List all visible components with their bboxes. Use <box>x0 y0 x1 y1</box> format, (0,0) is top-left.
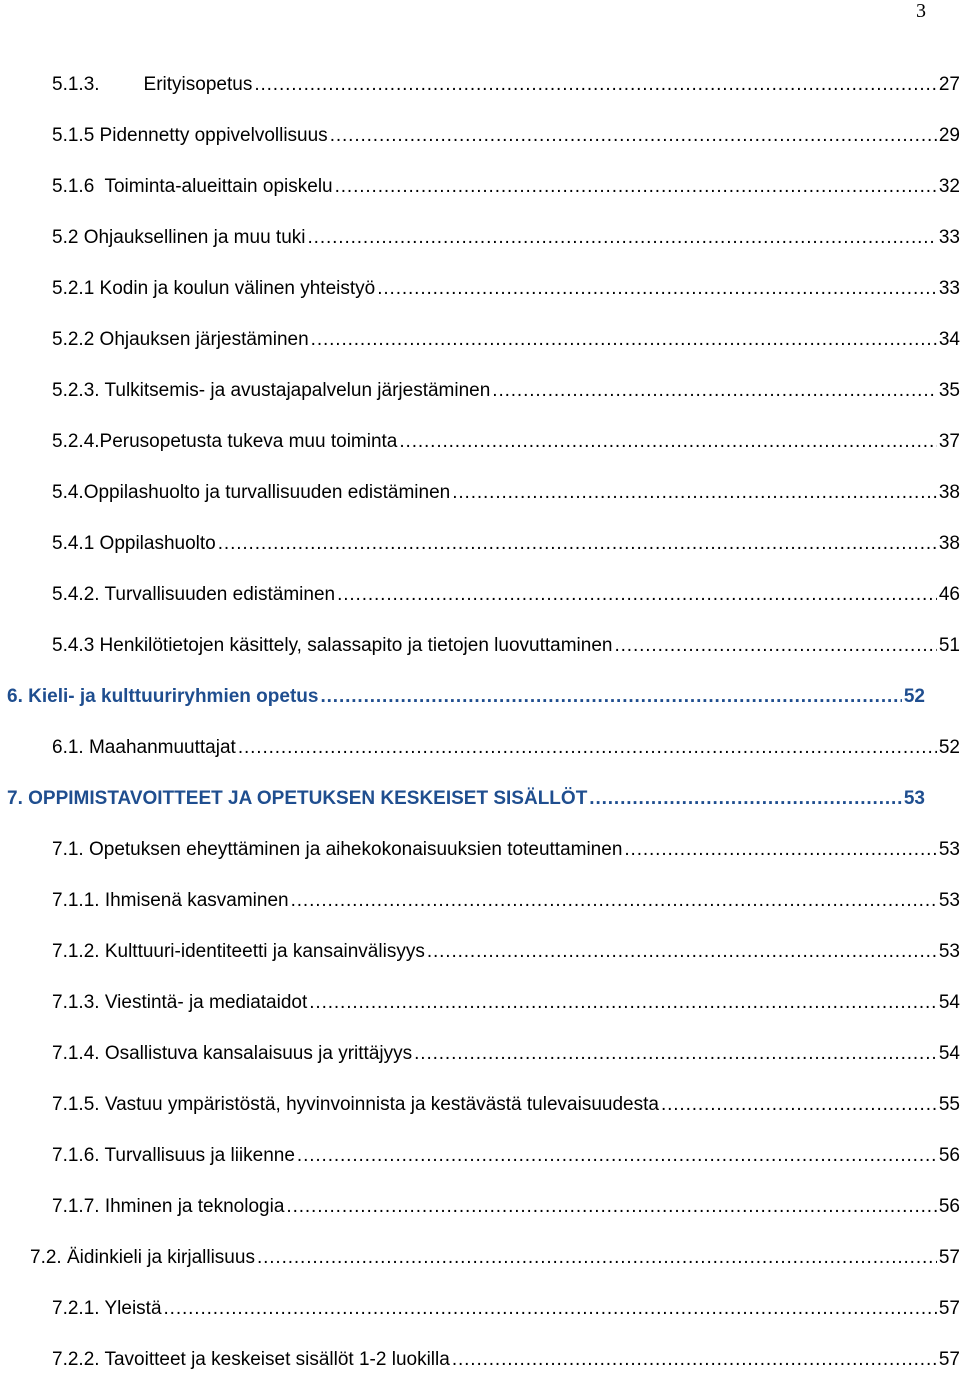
toc-entry[interactable] <box>52 1347 960 1377</box>
dot-leader <box>335 174 937 200</box>
toc-entry-label: 5.2.3. Tulkitsemis- ja avustajapalvelun järjestäminen <box>52 380 491 401</box>
toc-entry-page: 38 <box>938 482 960 503</box>
toc-entry-label: 5.4.1 Oppilashuolto <box>52 533 216 554</box>
toc-entry[interactable] <box>52 531 960 561</box>
dot-leader <box>377 276 937 302</box>
toc-entry-label: 5.1.6 Toiminta-alueittain opiskelu <box>52 176 333 197</box>
toc-entry-page: 57 <box>938 1247 960 1268</box>
dot-leader <box>452 1347 937 1373</box>
toc-entry-label: 6.1. Maahanmuuttajat <box>52 737 236 758</box>
toc-entry-page: 52 <box>903 686 925 707</box>
toc-entry[interactable] <box>52 276 960 306</box>
toc-entry[interactable] <box>52 1194 960 1224</box>
dot-leader <box>624 837 936 863</box>
toc-entry-label: 5.4.Oppilashuolto ja turvallisuuden edistäminen <box>52 482 451 503</box>
toc-entry-page: 54 <box>938 992 960 1013</box>
toc-entry-label: 5.1.3. Erityisopetus <box>52 74 253 95</box>
toc-entry-page: 57 <box>938 1349 960 1370</box>
toc-entry-page: 56 <box>938 1196 960 1217</box>
toc-entry-page: 33 <box>938 278 960 299</box>
toc-entry[interactable] <box>52 633 960 663</box>
toc-entry-label: 7.1.6. Turvallisuus ja liikenne <box>52 1145 295 1166</box>
dot-leader <box>164 1296 937 1322</box>
toc-entry[interactable] <box>52 174 960 204</box>
toc-entry-label: 7.2. Äidinkieli ja kirjallisuus <box>30 1247 255 1268</box>
toc-entry-label: 6. Kieli- ja kulttuuriryhmien opetus <box>7 686 319 707</box>
toc-entry[interactable] <box>52 1041 960 1071</box>
toc-entry-page: 53 <box>938 890 960 911</box>
toc-entry-label: 7.2.1. Yleistä <box>52 1298 162 1319</box>
toc-entry[interactable] <box>52 990 960 1020</box>
toc-entry-page: 55 <box>938 1094 960 1115</box>
toc-entry[interactable] <box>30 1245 960 1275</box>
toc-entry-page: 32 <box>938 176 960 197</box>
toc-entry[interactable] <box>52 480 960 510</box>
dot-leader <box>330 123 937 149</box>
toc-entry-label: 5.2.1 Kodin ja koulun välinen yhteistyö <box>52 278 376 299</box>
toc-chapter-entry[interactable] <box>7 786 925 816</box>
toc-entry-label: 7.1.2. Kulttuuri-identiteetti ja kansainvälisyys <box>52 941 425 962</box>
dot-leader <box>492 378 937 404</box>
dot-leader <box>308 225 937 251</box>
toc-entry-page: 53 <box>938 941 960 962</box>
toc-entry[interactable] <box>52 225 960 255</box>
toc-entry-page: 54 <box>938 1043 960 1064</box>
dot-leader <box>309 990 937 1016</box>
toc-entry-label: 7.1.3. Viestintä- ja mediataidot <box>52 992 308 1013</box>
toc-entry[interactable] <box>52 378 960 408</box>
dot-leader <box>291 888 937 914</box>
toc-entry-label: 7.1.5. Vastuu ympäristöstä, hyvinvoinnista ja kestävästä tulevaisuudesta <box>52 1094 659 1115</box>
toc-entry-page: 56 <box>938 1145 960 1166</box>
dot-leader <box>238 735 937 761</box>
dot-leader <box>311 327 937 353</box>
dot-leader <box>320 684 901 710</box>
toc-entry[interactable] <box>52 1296 960 1326</box>
toc-entry-label: 7.1.7. Ihminen ja teknologia <box>52 1196 285 1217</box>
toc-entry[interactable] <box>52 939 960 969</box>
toc-entry-label: 7. OPPIMISTAVOITTEET JA OPETUKSEN KESKEISET SISÄLLÖT <box>7 788 588 809</box>
toc-entry-label: 5.2.2 Ohjauksen järjestäminen <box>52 329 309 350</box>
toc-entry-page: 53 <box>903 788 925 809</box>
toc-entry[interactable] <box>52 429 960 459</box>
toc-entry-page: 29 <box>938 125 960 146</box>
dot-leader <box>589 786 902 812</box>
toc-entry-page: 34 <box>938 329 960 350</box>
toc-entry[interactable] <box>52 837 960 867</box>
dot-leader <box>218 531 937 557</box>
toc-entry-label: 5.4.2. Turvallisuuden edistäminen <box>52 584 336 605</box>
toc-entry-page: 57 <box>938 1298 960 1319</box>
page-number: 3 <box>916 0 926 22</box>
toc-entry-label: 5.1.5 Pidennetty oppivelvollisuus <box>52 125 328 146</box>
toc-chapter-entry[interactable] <box>7 684 925 714</box>
dot-leader <box>661 1092 937 1118</box>
toc-entry-label: 5.2.4.Perusopetusta tukeva muu toiminta <box>52 431 398 452</box>
dot-leader <box>427 939 937 965</box>
toc-entry-page: 33 <box>938 227 960 248</box>
toc-entry[interactable] <box>52 582 960 612</box>
dot-leader <box>254 72 937 98</box>
dot-leader <box>257 1245 937 1271</box>
toc-entry[interactable] <box>52 123 960 153</box>
toc-entry[interactable] <box>52 1143 960 1173</box>
toc-entry[interactable] <box>52 888 960 918</box>
toc-entry-label: 7.2.2. Tavoitteet ja keskeiset sisällöt 1-2 luokilla <box>52 1349 450 1370</box>
toc-entry-label: 7.1.4. Osallistuva kansalaisuus ja yrittäjyys <box>52 1043 413 1064</box>
toc-entry-page: 37 <box>938 431 960 452</box>
toc-entry-label: 7.1.1. Ihmisenä kasvaminen <box>52 890 289 911</box>
toc-entry-page: 52 <box>938 737 960 758</box>
toc-entry-page: 38 <box>938 533 960 554</box>
dot-leader <box>337 582 937 608</box>
toc-entry[interactable] <box>52 1092 960 1122</box>
toc-entry-label: 7.1. Opetuksen eheyttäminen ja aihekokonaisuuksien toteuttaminen <box>52 839 623 860</box>
dot-leader <box>297 1143 937 1169</box>
dot-leader <box>399 429 936 455</box>
dot-leader <box>452 480 937 506</box>
dot-leader <box>414 1041 937 1067</box>
dot-leader <box>286 1194 936 1220</box>
toc-entry[interactable] <box>52 72 960 102</box>
toc-entry-page: 35 <box>938 380 960 401</box>
toc-entry[interactable] <box>52 735 960 765</box>
toc-entry-page: 46 <box>938 584 960 605</box>
toc-entry[interactable] <box>52 327 960 357</box>
toc-entry-page: 27 <box>938 74 960 95</box>
dot-leader <box>614 633 936 659</box>
toc-entry-page: 51 <box>938 635 960 656</box>
toc-entry-page: 53 <box>938 839 960 860</box>
toc-entry-label: 5.4.3 Henkilötietojen käsittely, salassapito ja tietojen luovuttaminen <box>52 635 613 656</box>
toc-entry-label: 5.2 Ohjauksellinen ja muu tuki <box>52 227 306 248</box>
